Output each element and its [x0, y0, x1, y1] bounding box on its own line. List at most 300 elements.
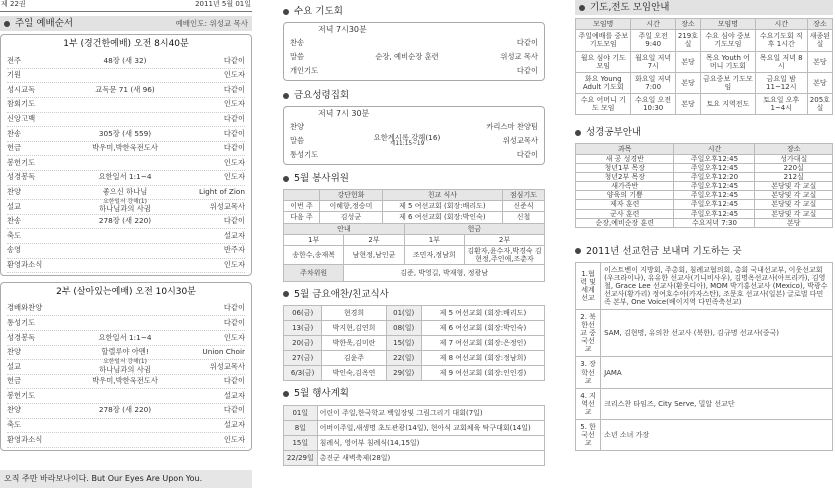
order-person: 다같이: [516, 37, 538, 47]
table-cell: 본당및 각 교실: [755, 191, 833, 200]
table-cell: 주일오후12:20: [674, 173, 755, 182]
order-row: [7, 83, 245, 98]
table-cell: 군사 훈련: [576, 209, 674, 218]
table-header: 장소: [755, 144, 833, 155]
table-cell: 수요일 오전 10:30: [631, 93, 675, 114]
table-row: [576, 51, 833, 72]
table-cell: 수요저녁 7:30: [674, 218, 755, 227]
table-row: [576, 388, 833, 419]
table-cell: 본당: [675, 51, 700, 72]
friday-header: [283, 88, 545, 103]
friday-order: [290, 120, 538, 162]
table-row: [576, 310, 833, 357]
order-text: 하나님과의 사귐: [99, 364, 151, 374]
table-subheader: 2부: [465, 234, 545, 245]
table-row: [576, 218, 833, 227]
order-item: 성시교독: [7, 84, 36, 94]
order-item: 성경봉독: [7, 332, 36, 342]
table-header: 장소: [807, 19, 832, 30]
order-row: [7, 375, 245, 390]
order-item: 송영: [7, 245, 22, 255]
table-header: 시간: [755, 19, 807, 30]
order-person: 설교자: [223, 420, 245, 430]
order-row: [7, 244, 245, 259]
table-cell: 수요기도회 직후 1시간: [755, 30, 807, 51]
footer-motto: 오직 주만 바라보나이다. But Our Eyes Are Upon You.: [0, 470, 252, 488]
wednesday-header: [283, 4, 545, 19]
order-person: 다같이: [516, 149, 538, 159]
order-content: [330, 134, 484, 149]
table-cell: 순장,예비순장 훈련: [576, 218, 674, 227]
table-cell: 이혜향,정승미: [320, 201, 383, 212]
table-row: [576, 155, 833, 164]
order-content: 박우미,박한욱전도사: [92, 143, 158, 153]
order-content: 순장, 예비순장 훈련: [375, 51, 439, 61]
order-item: 말씀: [290, 135, 305, 145]
table-cell: 15일: [284, 435, 318, 450]
meal-header: [283, 287, 545, 302]
table-header: 모임명: [701, 19, 756, 30]
order-content: 278장 (새 220): [98, 405, 152, 415]
bible-header: [575, 125, 833, 140]
table-cell: 양육의 기쁨: [576, 191, 674, 200]
table-cell: 제 9 여선교회 (회장:인인경): [421, 366, 544, 381]
sunday-service-header: [0, 16, 252, 31]
order-person: 위성교 목사: [500, 51, 538, 61]
order-item: 개인기도: [290, 65, 319, 75]
events-header: [283, 386, 545, 401]
order-item: 통성기도: [7, 317, 36, 327]
order-row: [290, 134, 538, 148]
table-cell: 3. 장학선교: [576, 357, 601, 388]
bullet-icon: [283, 176, 289, 182]
order-person: 위성교목사: [209, 201, 245, 211]
left-column: [0, 0, 252, 451]
table-cell: 22/29일: [284, 450, 318, 465]
order-item: 찬양: [7, 405, 22, 415]
table-cell: 1.협력 및 세계선교: [576, 263, 601, 310]
order-text: 하나님과의 사귐: [99, 204, 151, 214]
table-cell: SAM, 김현명, 유의찬 선교사 (북한), 김규명 선교사(중국): [601, 310, 833, 357]
order-content: [51, 360, 199, 375]
table-header: 친교 식사: [382, 190, 502, 201]
order-person: 다같이: [223, 376, 245, 386]
table-row: [576, 357, 833, 388]
section-title: 2011년 선교헌금 보내며 기도하는 곳: [586, 245, 742, 257]
order-row: [290, 50, 538, 64]
order-item: 봉헌기도: [7, 390, 36, 400]
table-cell: 01(일): [386, 306, 421, 321]
order-item: 전주: [7, 55, 22, 65]
table-cell: 목요 Youth 어머니 기도회: [701, 51, 756, 72]
meal-table: [283, 305, 545, 381]
volunteers-header: [283, 171, 545, 186]
table-cell: 김성균: [320, 212, 383, 223]
table-cell: 주차위원: [284, 264, 344, 281]
table-cell: 새 공 성경반: [576, 155, 674, 164]
table-cell: 주일오후12:45: [674, 209, 755, 218]
bullet-icon: [283, 93, 289, 99]
order-subtitle: 계11:15~19: [389, 141, 425, 148]
ushers-table: [283, 223, 545, 282]
order-subtitle: 요한일서 강해(1): [103, 358, 147, 365]
table-cell: 제 5 여선교회 (회장:배리도): [421, 306, 544, 321]
table-cell: 주일오후12:45: [674, 182, 755, 191]
order-item: 환영과소식: [7, 434, 43, 444]
mission-header: [575, 244, 833, 259]
order-row: [7, 200, 245, 215]
table-cell: 06(금): [284, 306, 322, 321]
second-service-title: 2부 (살아있는예배) 오전 10시30분: [56, 287, 196, 298]
table-cell: 08(일): [386, 321, 421, 336]
table-cell: 4. 지역선교: [576, 388, 601, 419]
table-header: 시간: [631, 19, 675, 30]
table-cell: 금요일 밤 11~12시: [755, 72, 807, 93]
section-title: 5월 금요애찬/친교식사: [294, 288, 389, 300]
order-item: 환영과소식: [7, 259, 43, 269]
page-header: [0, 0, 252, 12]
prayer-header: [575, 0, 833, 15]
order-item: 축도: [7, 230, 22, 240]
table-cell: 5. 한국선교: [576, 419, 601, 450]
right-column: [575, 0, 833, 451]
table-header: 과목: [576, 144, 674, 155]
table-cell: 월요 심야 기도 모임: [576, 51, 631, 72]
order-item: 찬양: [7, 347, 22, 357]
table-cell: 소년 소녀 가장: [601, 419, 833, 450]
order-person: 설교자: [223, 230, 245, 240]
table-cell: 크리스찬 타임즈, City Serve, 밀알 선교단: [601, 388, 833, 419]
order-person: 인도자: [223, 99, 245, 109]
order-person: 인도자: [223, 157, 245, 167]
bullet-icon: [575, 130, 581, 136]
order-row: [7, 171, 245, 186]
table-cell: 본당및 각 교실: [755, 182, 833, 191]
order-row: [290, 64, 538, 78]
order-row: [7, 215, 245, 230]
table-cell: 27(금): [284, 351, 322, 366]
table-header: 점심기도: [502, 190, 544, 201]
order-content: 박우미,박한욱전도사: [92, 376, 158, 386]
table-cell: 새종된실: [807, 30, 832, 51]
order-item: 헌금: [7, 143, 22, 153]
table-header: 안내: [284, 223, 405, 234]
order-item: 성경봉독: [7, 172, 36, 182]
first-service-order: [7, 54, 245, 273]
table-cell: 박인숙,김옥연: [322, 366, 386, 381]
table-cell: 목요일 저녁 8시: [755, 51, 807, 72]
table-cell: 박지현,김연희: [322, 321, 386, 336]
table-row: [576, 200, 833, 209]
order-content: 요한일서 1:1~4: [98, 172, 152, 182]
section-title: 주일 예배순서: [15, 18, 74, 29]
order-item: 경배와찬양: [7, 303, 43, 313]
table-cell: 이번 주: [284, 201, 320, 212]
table-header: 모임명: [576, 19, 631, 30]
page-number: 제 22권: [1, 0, 26, 8]
table-cell: 제 6 여선교회 (회장:박인숙): [421, 321, 544, 336]
table-subheader: 1부: [404, 234, 464, 245]
table-cell: 침례식, 영어부 침례식(14,15일): [317, 435, 544, 450]
table-cell: 주일오후12:45: [674, 191, 755, 200]
table-cell: 주일오후12:45: [674, 164, 755, 173]
table-row: [284, 212, 545, 223]
prayer-table: [575, 18, 833, 114]
order-row: [7, 98, 245, 113]
table-row: [284, 450, 545, 465]
table-cell: 제 7 여선교회 (회장:은정인): [421, 336, 544, 351]
order-person: Union Choir: [202, 347, 245, 357]
order-row: [7, 259, 245, 274]
table-cell: 청년1부 목장: [576, 164, 674, 173]
table-cell: 송한수,송재복: [284, 245, 344, 264]
order-person: 인도자: [223, 259, 245, 269]
order-subtitle: 요한일서 강해(1): [103, 198, 147, 205]
table-cell: 제 6 여선교회 (회장:박인숙): [382, 212, 502, 223]
order-row: [7, 316, 245, 331]
order-item: 참회기도: [7, 99, 36, 109]
table-cell: 주일 오전 9:40: [631, 30, 675, 51]
issue-date: 2011년 5월 01일: [195, 0, 251, 8]
section-title: 수요 기도회: [294, 6, 343, 17]
table-header-row: [576, 144, 833, 155]
order-person: 다같이: [223, 303, 245, 313]
table-cell: 조민자,정남희: [404, 245, 464, 264]
table-subheader: 2부: [344, 234, 404, 245]
volunteers-table: [283, 189, 545, 223]
middle-column: [283, 0, 545, 466]
table-row: [284, 306, 545, 321]
table-cell: 01일: [284, 405, 318, 420]
order-person: 인도자: [223, 332, 245, 342]
bible-study-table: [575, 143, 833, 227]
order-row: [7, 360, 245, 375]
table-cell: 어버이주일,새생명 초도관광(14일), 현아식 교회체육 탁구대회(14일): [317, 420, 544, 435]
order-content: 278장 (새 220): [98, 216, 152, 226]
order-content: 305장 (새 559): [98, 128, 152, 138]
order-item: 헌금: [7, 376, 22, 386]
order-person: 위성교목사: [209, 361, 245, 371]
table-cell: 수요 어머니 기도 모임: [576, 93, 631, 114]
table-row: [284, 245, 545, 264]
table-cell: 6/3(금): [284, 366, 322, 381]
table-cell: 총진군 새벽축제(28일): [317, 450, 544, 465]
order-item: 설교: [7, 201, 22, 211]
table-cell: 본당: [807, 51, 832, 72]
table-row: [576, 209, 833, 218]
order-person: 다같이: [223, 216, 245, 226]
table-cell: 화요일 저녁7:00: [631, 72, 675, 93]
table-row: [284, 321, 545, 336]
mission-table: [575, 262, 833, 451]
table-cell: 본당및 각 교실: [755, 209, 833, 218]
order-person: 인도자: [223, 434, 245, 444]
wednesday-time: 저녁 7시30분: [318, 25, 367, 35]
table-cell: 205호실: [807, 93, 832, 114]
section-title: 성경공부안내: [586, 126, 642, 138]
events-table: [283, 405, 545, 466]
table-cell: 220실: [755, 164, 833, 173]
order-item: 신앙고백: [7, 113, 36, 123]
order-content: 48장 (새 32): [103, 55, 147, 65]
order-item: 기원: [7, 70, 22, 80]
order-content: 할렐루야 아멘!: [101, 347, 149, 357]
order-text: 요한계시록 강해(16): [373, 132, 441, 142]
bullet-icon: [283, 291, 289, 297]
order-person: 다같이: [223, 405, 245, 415]
order-item: 봉헌기도: [7, 157, 36, 167]
table-cell: 다음 주: [284, 212, 320, 223]
table-cell: 신준식: [502, 201, 544, 212]
bullet-icon: [575, 248, 581, 254]
table-cell: 금요중보 기도모임: [701, 72, 756, 93]
order-person: 반주자: [223, 245, 245, 255]
table-header-row: [576, 19, 833, 30]
order-row: [7, 389, 245, 404]
table-cell: 본당: [675, 93, 700, 114]
table-header: 시간: [674, 144, 755, 155]
table-cell: 주일예배를 중보기도모임: [576, 30, 631, 51]
section-title: 기도,전도 모임안내: [590, 2, 670, 13]
table-row: [576, 72, 833, 93]
table-subheader: 1부: [284, 234, 344, 245]
wednesday-order: [290, 36, 538, 78]
table-header: 장소: [675, 19, 700, 30]
order-row: [7, 142, 245, 157]
table-cell: 29(일): [386, 366, 421, 381]
order-item: 설교: [7, 361, 22, 371]
table-cell: 김준, 박영길, 박재형, 정광남: [344, 264, 545, 281]
table-row: [284, 405, 545, 420]
table-cell: 이스트벤이 지방회, 주총회, 침례교협의회, 총회 국내선교부, 이웃선교회 (우크라이나), 유유한 선교사(기니비사우), 김명옥선교사(아프리카), 김영철, Grace Lee 선교사(환웃디아), MOM 박기홍선교사 (Mexico), 박광수선교사(황가리) 정여호수아(카자스탄), 조문호 선교사(일본) 글로벌 다민족 본부, One Voice(베이지역 다민족축선교): [601, 263, 833, 310]
table-cell: 주일오후12:45: [674, 200, 755, 209]
table-row: [284, 351, 545, 366]
order-person: 위성교목사: [502, 135, 538, 145]
bullet-icon: [283, 9, 289, 15]
table-cell: 219호실: [675, 30, 700, 51]
service-leader: 예배인도: 위성교 목사: [175, 19, 248, 29]
table-cell: 성가대실: [755, 155, 833, 164]
order-item: 말씀: [290, 51, 305, 61]
table-cell: 2. 북한선교 중국선교: [576, 310, 601, 357]
table-row: [576, 164, 833, 173]
table-cell: JAMA: [601, 357, 833, 388]
order-row: [7, 229, 245, 244]
order-row: [7, 113, 245, 128]
order-item: 찬송: [7, 128, 22, 138]
order-content: 좋으신 하나님: [102, 186, 148, 196]
table-row: [576, 93, 833, 114]
order-person: 다같이: [223, 84, 245, 94]
table-cell: 어린이 주일,한국학교 백일장및 그림그리기 대회(7일): [317, 405, 544, 420]
order-content: 요한일서 1:1~4: [98, 332, 152, 342]
order-row: [290, 148, 538, 162]
order-person: 인도자: [223, 172, 245, 182]
order-person: 다같이: [223, 55, 245, 65]
table-cell: 본당및 각 교실: [755, 200, 833, 209]
order-item: 찬양: [290, 121, 305, 131]
order-person: 다같이: [223, 317, 245, 327]
bullet-icon: [283, 391, 289, 397]
table-cell: 월요일 저녁 7시: [631, 51, 675, 72]
order-item: 찬송: [7, 216, 22, 226]
section-title: 금요성령집회: [294, 89, 350, 101]
section-title: 5월 행사계획: [294, 388, 349, 400]
table-cell: 박한욱,김미란: [322, 336, 386, 351]
order-person: 설교자: [223, 390, 245, 400]
order-item: 찬양: [7, 186, 22, 196]
table-cell: 22(일): [386, 351, 421, 366]
table-cell: 김윤주: [322, 351, 386, 366]
table-row: [284, 336, 545, 351]
wednesday-box: [283, 22, 545, 81]
table-cell: 청년2부 목장: [576, 173, 674, 182]
table-cell: 제 8 여선교회 (회장:정남희): [421, 351, 544, 366]
table-cell: 본당: [807, 72, 832, 93]
first-service-box: [0, 34, 252, 276]
table-cell: 주일오후12:45: [674, 155, 755, 164]
table-row: [576, 191, 833, 200]
order-row: [7, 54, 245, 69]
order-item: 통성기도: [290, 149, 319, 159]
table-cell: 화요 Young Adult 기도회: [576, 72, 631, 93]
table-row: [284, 435, 545, 450]
first-service-title: 1부 (경건한예배) 오전 8시40분: [63, 39, 189, 50]
table-row: [576, 173, 833, 182]
order-row: [7, 69, 245, 84]
order-row: [7, 156, 245, 171]
table-header: 강단헌화: [320, 190, 383, 201]
table-cell: 15(일): [386, 336, 421, 351]
table-cell: 제 5 여선교회 (회장:배리도): [382, 201, 502, 212]
table-cell: 제자 훈련: [576, 200, 674, 209]
order-row: [7, 186, 245, 201]
table-cell: 토요 지역전도: [701, 93, 756, 114]
friday-box: [283, 106, 545, 165]
order-item: 찬송: [290, 37, 305, 47]
table-cell: 김환자,윤수자,박경숙 김현정,주인애,조춘자: [465, 245, 545, 264]
order-person: 다같이: [516, 65, 538, 75]
order-person: 다같이: [223, 143, 245, 153]
table-header: 헌금: [404, 223, 544, 234]
order-row: [7, 302, 245, 317]
table-cell: 본당: [675, 72, 700, 93]
table-cell: 남현정,남인균: [344, 245, 404, 264]
table-row: [284, 420, 545, 435]
bullet-icon: [579, 5, 585, 11]
table-row: [576, 30, 833, 51]
table-cell: 212실: [755, 173, 833, 182]
table-row: [284, 366, 545, 381]
order-row: [7, 419, 245, 434]
second-service-box: [0, 282, 252, 451]
order-person: 다같이: [223, 128, 245, 138]
second-service-order: [7, 302, 245, 448]
order-person: 인도자: [223, 70, 245, 80]
order-row: [7, 127, 245, 142]
order-person: 카리스마 찬양팀: [486, 121, 538, 131]
table-row: [576, 263, 833, 310]
order-row: [7, 404, 245, 419]
order-content: 교독문 71 (새 96): [95, 84, 155, 94]
order-item: 축도: [7, 420, 22, 430]
table-cell: 본당: [755, 218, 833, 227]
table-cell: 신철: [502, 212, 544, 223]
table-cell: 새가족반: [576, 182, 674, 191]
order-content: [51, 200, 199, 215]
table-row: [576, 419, 833, 450]
table-row: [284, 264, 545, 281]
